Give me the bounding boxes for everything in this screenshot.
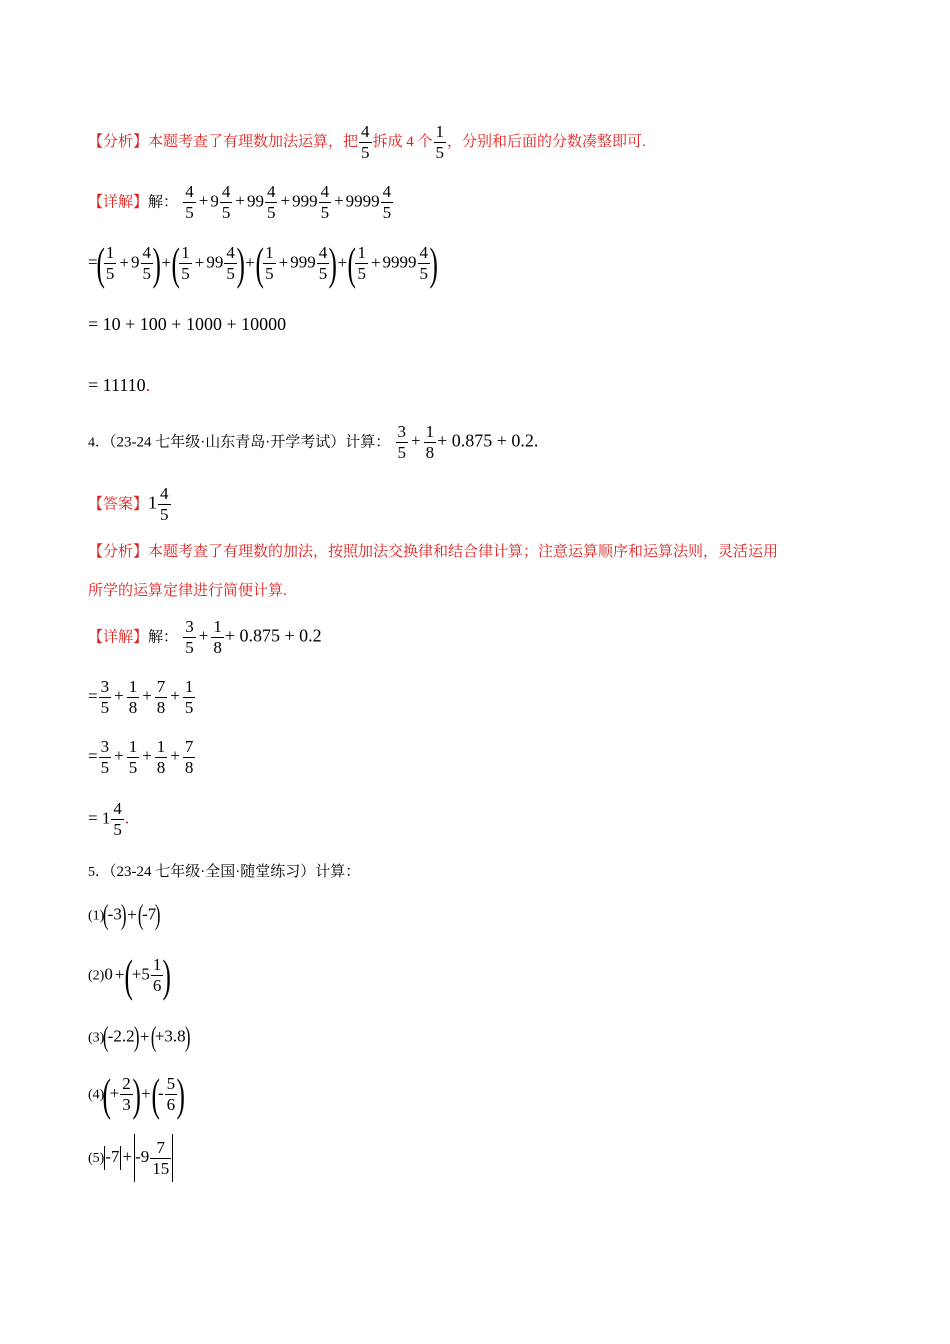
q5-item-5: (5)-7 + -9 $\frac{7}{15}$ (88, 1134, 173, 1182)
answer-tag: 【答案】 (88, 496, 149, 513)
q5-item-3: (3)(-2.2)+(+3.8) (88, 1022, 191, 1053)
fraction: $\frac{4}{5}$ (361, 122, 370, 162)
q5-item-4: (4)(+ $\frac{2}{3}$ )+(- $\frac{5}{6}$ ) (88, 1069, 186, 1120)
q3-analysis (88, 123, 646, 162)
analysis-text: 拆成 4 个 (372, 133, 433, 150)
q3-step2: = 10 + 100 + 1000 + 10000 (88, 314, 287, 334)
q4-detail-line3: = $\frac{3}{5}$ + $\frac{1}{5}$ + $\frac{1}{8}$ + $\frac{7}{8}$ (88, 737, 194, 777)
q5-item-2: (2)0 +(+5 $\frac{1}{6}$ ) (88, 950, 172, 1001)
q5-question (88, 862, 360, 880)
q5-item-1: (1)(-3)+(-7) (88, 900, 161, 931)
q4-analysis-line1: 【分析】本题考查了有理数的加法，按照加法交换律和结合律计算；注意运算顺序和运算法则，灵活运用 (88, 544, 779, 560)
detail-tag: 【详解】 (88, 194, 149, 211)
fraction: $\frac{1}{5}$ (435, 122, 445, 162)
fraction: $\frac{4}{5}$ (221, 182, 231, 222)
q3-step3: = 11110. (88, 375, 151, 395)
q4-detail-line1: 【详解】解： $\frac{3}{5}$ + $\frac{1}{8}$ + 0.875 + 0.2 (88, 617, 322, 657)
analysis-text: 本题考查了有理数加法运算，把 (148, 133, 359, 150)
question-source: （23-24 七年级·山东青岛·开学考试）计算： (109, 434, 391, 451)
fraction: $\frac{4}{5}$ (185, 182, 194, 222)
analysis-tag: 【分析】 (88, 133, 149, 150)
q4-detail-line4: = 1 $\frac{4}{5}$ . (88, 799, 130, 839)
q4-detail-line2: = $\frac{3}{5}$ + $\frac{1}{8}$ + $\frac{7}{8}$ + $\frac{1}{5}$ (88, 677, 194, 717)
question-source: （23-24 七年级·全国·随堂练习）计算： (109, 864, 361, 880)
q3-detail-line2: =( $\frac{1}{5}$ + 9 $\frac{4}{5}$ )+( $\frac{1}{5}$ + 99 $\frac{4}{5}$ )+( $\frac{1}{5}$ + 999 $\frac{4}{5}$ )+( $\frac{1}{5}$ + 9999 $\frac{4}{5}$ ) (88, 238, 438, 289)
q3-detail-line1: 【详解】解： $\frac{4}{5}$ + 9 $\frac{4}{5}$ + 99 $\frac{4}{5}$ + 999 $\frac{4}{5}$ + 9999 $\frac{4}{5}$ (88, 182, 392, 222)
q4-question: 4．（23-24 七年级·山东青岛·开学考试）计算： $\frac{3}{5}$ + $\frac{1}{8}$ + 0.875 + 0.2. (88, 422, 539, 462)
q4-answer: 【答案】1 $\frac{4}{5}$ (88, 484, 169, 524)
q4-analysis-line2: 所学的运算定律进行简便计算. (88, 583, 287, 599)
detail-prefix: 解： (148, 194, 179, 211)
fraction: $\frac{4}{5}$ (320, 182, 330, 222)
analysis-text: ，分别和后面的分数凑整即可. (447, 133, 646, 150)
question-number: 4． (88, 435, 109, 451)
fraction: $\frac{4}{5}$ (266, 182, 276, 222)
fraction: $\frac{4}{5}$ (382, 182, 392, 222)
question-number: 5． (88, 865, 109, 880)
